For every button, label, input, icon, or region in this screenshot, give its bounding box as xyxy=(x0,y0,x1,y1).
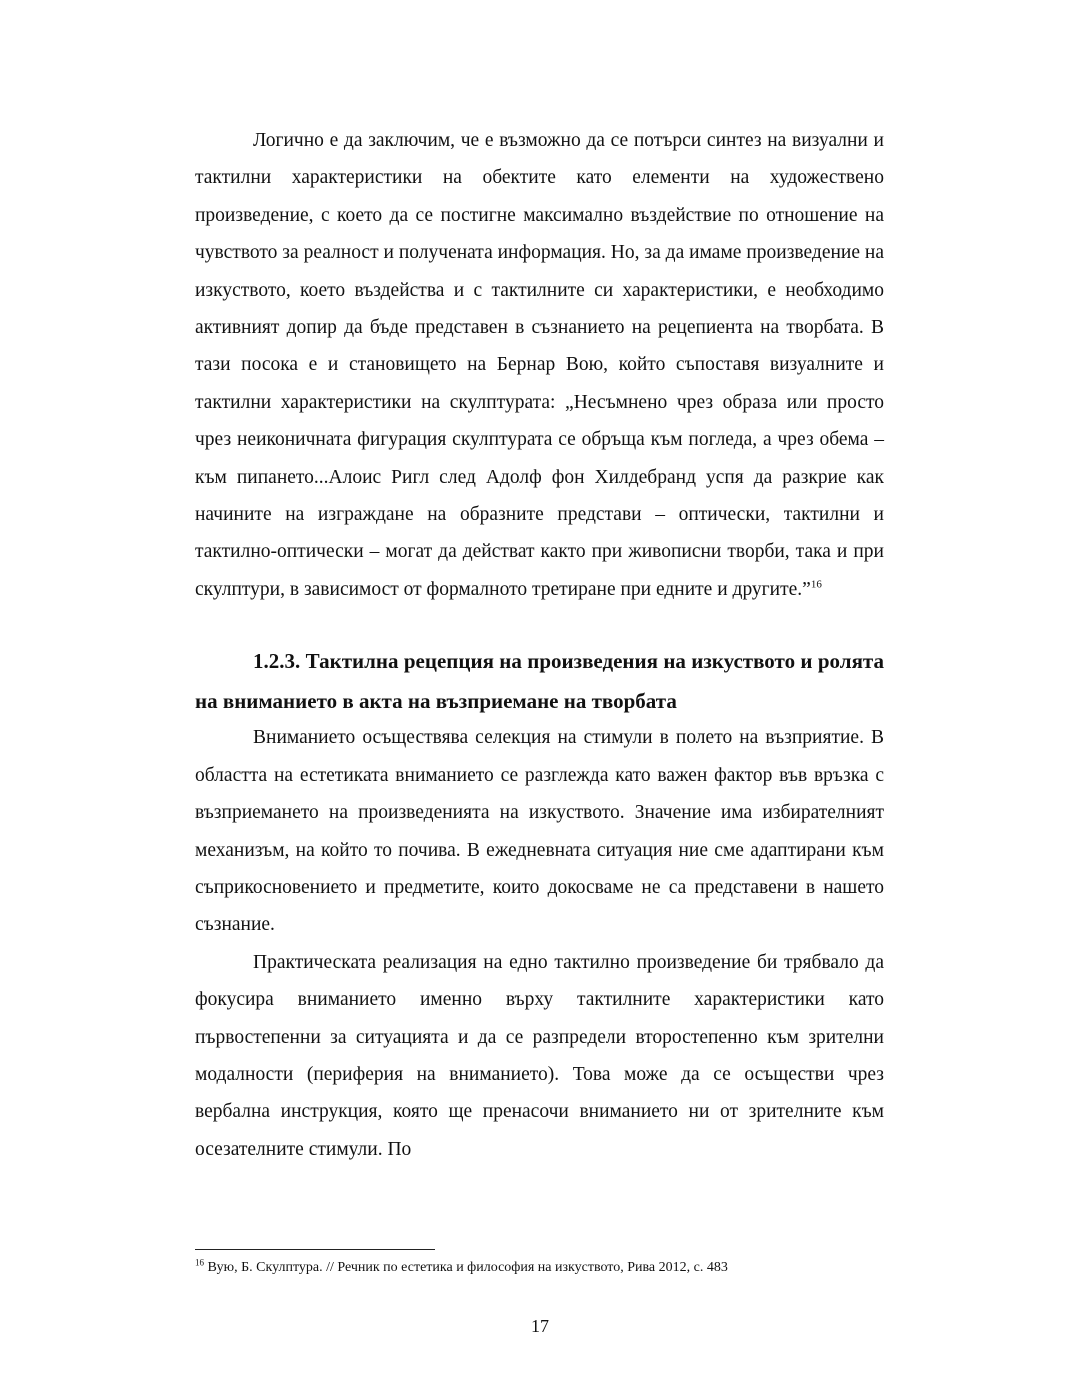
page-body xyxy=(195,122,884,1168)
paragraph-2: Вниманието осъществява селекция на стимули в полето на възприятие. В областта на естетиката вниманието се разглежда като важен фактор във връзка с възприемането на произведенията на изкуството. Значение има избирателният механизъм, на който то почива. В ежедневната ситуация ние сме адаптирани към съприкосновението и предметите, които докосваме не са представени в нашето съзнание. xyxy=(195,727,884,936)
footnote-ref-16[interactable]: 16 xyxy=(810,578,822,591)
footnote-text: Вую, Б. Скулптура. // Речник по естетика и философия на изкуството, Рива 2012, с. 483 xyxy=(204,1260,728,1275)
footnote-separator xyxy=(195,1249,435,1250)
footnote xyxy=(195,1258,728,1278)
paragraph-3: Практическата реализация на едно тактилно произведение би трябвало да фокусира вниманието именно върху тактилните характеристики като първостепенни за ситуацията и да се разпредели второстепенно към зрителни модалности (периферия на вниманието). Това може да се осъществи чрез вербална инструкция, която ще пренасочи вниманието ни от зрителните към осезателните стимули. По xyxy=(195,951,884,1160)
page-number: 17 xyxy=(531,1316,549,1336)
footnote-number: 16 xyxy=(195,1257,204,1268)
paragraph-1 xyxy=(195,122,884,608)
paragraph-1-text: Логично е да заключим, че е възможно да се потърси синтез на визуални и тактилни характеристики на обектите като елементи на художествено произведение, с което да се постигне максимално въздействие по отношение на чувството за реалност и получената информация. Но, за да имаме произведение на изкуството, което въздейства и с тактилните си характеристики, е необходимо активният допир да бъде представен в съзнанието на рецепиента на творбата. В тази посока е и становището на Бернар Вою, който съпоставя визуалните и тактилни характеристики на скулптурата: „Несъмнено чрез образа или просто чрез неиконичната фигурация скулптурата се обръща към погледа, а чрез обема – към пипането...Алоис Ригл след Адолф фон Хилдебранд успя да разкрие как начините на изграждане на образните представи – оптически, тактилни и тактилно-оптически – могат да действат както при живописни творби, така и при скулптури, в зависимост от формалното третиране при едните и другите.” xyxy=(195,130,884,600)
section-heading: 1.2.3. Тактилна рецепция на произведения на изкуството и ролята на вниманието в акта на възприемане на творбата xyxy=(195,649,884,714)
